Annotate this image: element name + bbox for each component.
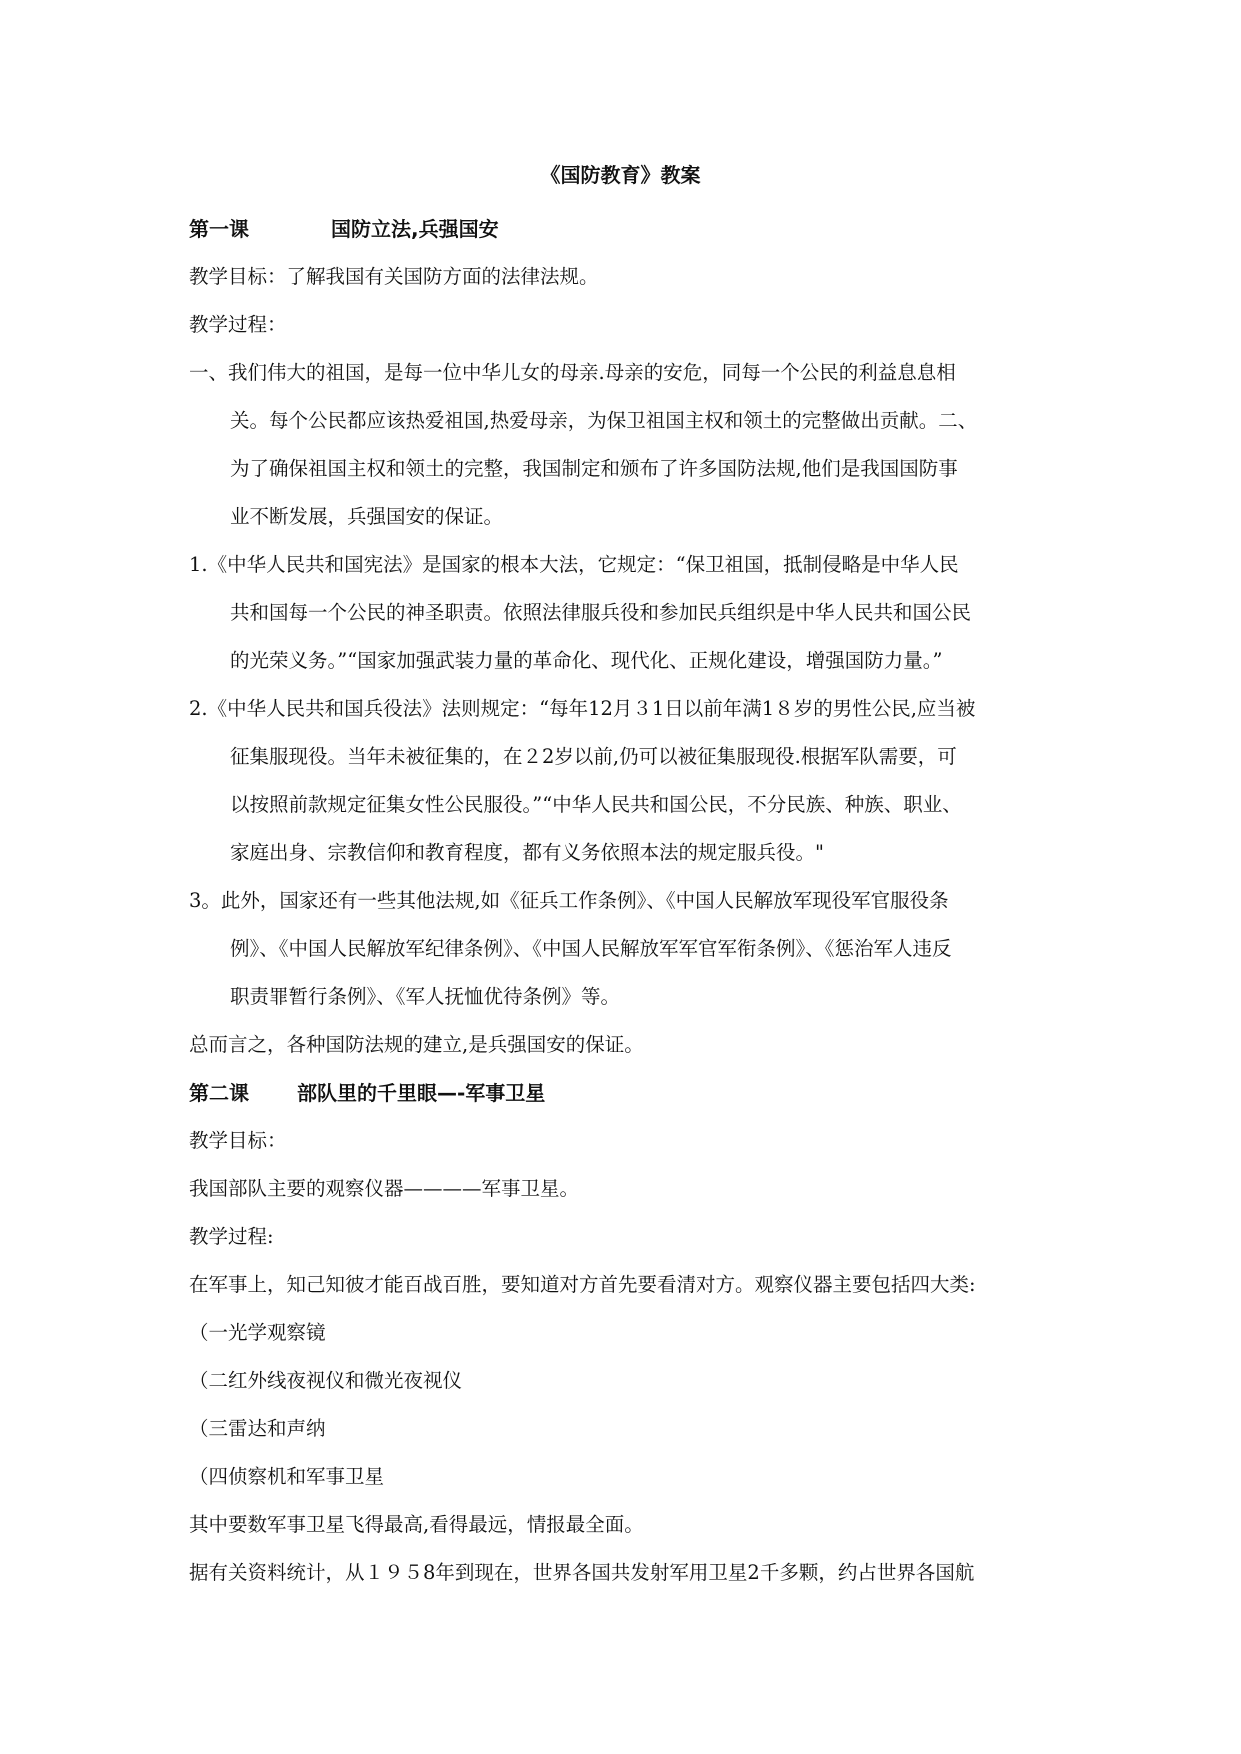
category-item: （二红外线夜视仪和微光夜视仪 xyxy=(189,1369,463,1392)
paragraph-line: 一、我们伟大的祖国，是每一位中华儿女的母亲.母亲的安危，同每一个公民的利益息息相 xyxy=(189,361,956,384)
paragraph-line: 2.《中华人民共和国兵役法》法则规定：“每年12月３1日以前年满1８岁的男性公民,应当被 xyxy=(189,697,976,720)
lesson-1-process-label: 教学过程： xyxy=(189,313,287,336)
lesson-1-subtitle: 国防立法,兵强国安 xyxy=(331,217,499,241)
lesson-1-number: 第一课 xyxy=(189,217,249,241)
paragraph-line: 家庭出身、宗教信仰和教育程度，都有义务依照本法的规定服兵役。" xyxy=(230,841,824,864)
lesson-1-law-1 xyxy=(189,541,1069,685)
paragraph-line: 1.《中华人民共和国宪法》是国家的根本大法，它规定：“保卫祖国，抵制侵略是中华人民 xyxy=(189,553,959,576)
lesson-2-process-label: 教学过程: xyxy=(189,1225,274,1248)
lesson-2-heading xyxy=(189,1069,1069,1117)
lesson-1-item-one xyxy=(189,349,1069,541)
category-item: （四侦察机和军事卫星 xyxy=(189,1465,385,1488)
lesson-1-law-3 xyxy=(189,877,1069,1021)
lesson-2-objective-label: 教学目标： xyxy=(189,1129,287,1152)
paragraph-line: 的光荣义务。”“国家加强武装力量的革命化、现代化、正规化建设，增强国防力量。” xyxy=(230,649,943,672)
paragraph-line: 征集服现役。当年未被征集的，在２2岁以前,仍可以被征集服现役.根据军队需要，可 xyxy=(230,745,957,768)
lesson-2-intro: 在军事上，知己知彼才能百战百胜，要知道对方首先要看清对方。观察仪器主要包括四大类: xyxy=(189,1273,976,1296)
lesson-1-heading xyxy=(189,205,1069,253)
paragraph-line: 例》、《中国人民解放军纪律条例》、《中国人民解放军军官军衔条例》、《惩治军人违反 xyxy=(230,937,952,960)
category-item: （三雷达和声纳 xyxy=(189,1417,326,1440)
document-title: 《国防教育》教案 xyxy=(540,163,701,187)
lesson-2-conclusion: 其中要数军事卫星飞得最高,看得最远，情报最全面。 xyxy=(189,1513,644,1536)
paragraph-line: 共和国每一个公民的神圣职责。依照法律服兵役和参加民兵组织是中华人民共和国公民 xyxy=(230,601,972,624)
lesson-2-objective: 我国部队主要的观察仪器————军事卫星。 xyxy=(189,1177,580,1200)
paragraph-line: 关。每个公民都应该热爱祖国,热爱母亲，为保卫祖国主权和领土的完整做出贡献。二、 xyxy=(230,409,978,432)
lesson-1-summary: 总而言之，各种国防法规的建立,是兵强国安的保证。 xyxy=(189,1033,644,1056)
paragraph-line: 以按照前款规定征集女性公民服役。”“中华人民共和国公民，不分民族、种族、职业、 xyxy=(230,793,962,816)
lesson-2-subtitle: 部队里的千里眼—-军事卫星 xyxy=(297,1081,546,1105)
category-item: （一光学观察镜 xyxy=(189,1321,326,1344)
document-body xyxy=(189,205,1069,1597)
lesson-2-stat: 据有关资料统计，从１９５8年到现在，世界各国共发射军用卫星2千多颗，约占世界各国航 xyxy=(189,1561,975,1584)
paragraph-line: 为了确保祖国主权和领土的完整，我国制定和颁布了许多国防法规,他们是我国国防事 xyxy=(230,457,958,480)
lesson-1-objective: 教学目标：了解我国有关国防方面的法律法规。 xyxy=(189,265,599,288)
paragraph-line: 3。此外，国家还有一些其他法规,如《征兵工作条例》、《中国人民解放军现役军官服役条 xyxy=(189,889,949,912)
lesson-1-law-2 xyxy=(189,685,1069,877)
paragraph-line: 职责罪暂行条例》、《军人抚恤优待条例》等。 xyxy=(230,985,621,1008)
lesson-2-number: 第二课 xyxy=(189,1081,249,1105)
paragraph-line: 业不断发展，兵强国安的保证。 xyxy=(230,505,504,528)
